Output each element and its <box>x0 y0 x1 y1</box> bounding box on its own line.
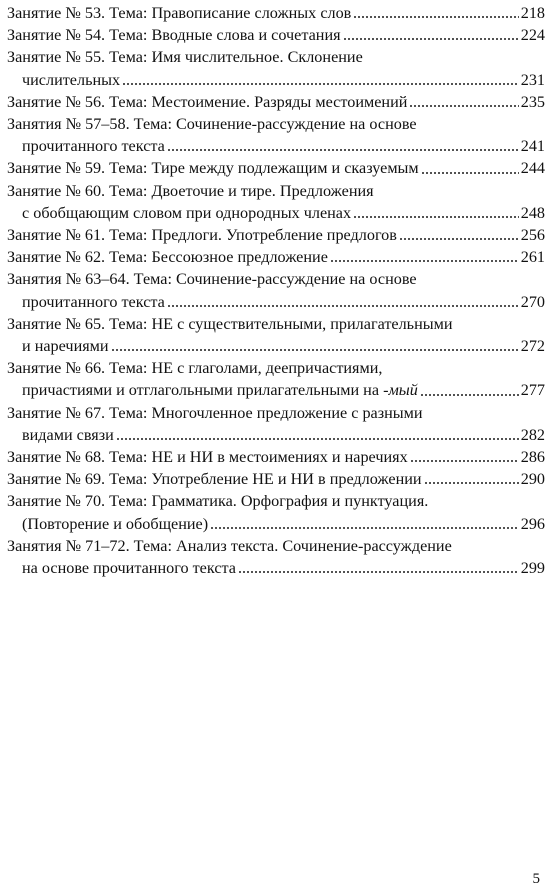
toc-entry-line <box>7 24 545 46</box>
toc-page-number: 286 <box>520 448 545 467</box>
dot-leader <box>330 259 519 263</box>
toc-entry-text: Занятия № 63–64. Тема: Сочинение-рассуждение на основе <box>7 270 417 289</box>
toc-entry-text: Занятие № 65. Тема: НЕ с существительными, прилагательными <box>7 314 453 333</box>
toc-entry-line <box>7 113 545 135</box>
toc-entry-text: Занятие № 55. Тема: Имя числительное. Склонение <box>7 48 363 67</box>
toc-entry-text: прочитанного текста <box>22 292 165 311</box>
dot-leader <box>167 148 519 152</box>
dot-leader <box>409 104 518 108</box>
toc-entry <box>7 313 545 357</box>
toc-entry <box>7 490 545 534</box>
toc-entry-line <box>7 46 545 68</box>
toc-page-number: 248 <box>520 203 545 222</box>
toc-entry <box>7 446 545 468</box>
toc-page-number: 282 <box>520 425 545 444</box>
toc-entry <box>7 157 545 179</box>
toc-entry-text: Занятие № 66. Тема: НЕ с глаголами, деепричастиями, <box>7 359 383 378</box>
toc-page-number: 224 <box>520 26 545 45</box>
toc-entry-text: с обобщающим словом при однородных членах <box>22 203 352 222</box>
toc-entry <box>7 91 545 113</box>
toc-entry-text: видами связи <box>22 425 114 444</box>
dot-leader <box>424 481 519 485</box>
toc-entry-line <box>7 335 545 357</box>
toc-entry-text: Занятие № 70. Тема: Грамматика. Орфография и пунктуация. <box>7 492 429 511</box>
toc-entry <box>7 180 545 224</box>
toc-page-number: 218 <box>520 4 545 22</box>
toc-entry-line <box>7 424 545 446</box>
toc-entry-text: Занятие № 60. Тема: Двоеточие и тире. Предложения <box>7 181 374 200</box>
page-number: 5 <box>532 871 540 887</box>
toc-page-number: 244 <box>520 159 545 178</box>
toc-entry-line <box>7 446 545 468</box>
toc-page-number: 272 <box>520 337 545 356</box>
toc-entry <box>7 113 545 157</box>
toc-entry-line <box>7 291 545 313</box>
toc-page-number: 235 <box>520 92 545 111</box>
toc-entry-text: (Повторение и обобщение) <box>22 514 209 533</box>
toc-page-number: 261 <box>520 248 545 267</box>
toc-entry-line <box>7 224 545 246</box>
toc-entry-line <box>7 180 545 202</box>
toc-page-number: 241 <box>520 137 545 156</box>
toc-entry <box>7 468 545 490</box>
toc-entry <box>7 268 545 312</box>
toc-entry <box>7 535 545 579</box>
toc-entry-text: причастиями и отглагольными прилагательными на -мый <box>22 381 418 400</box>
toc-entry-line <box>7 2 545 24</box>
dot-leader <box>353 215 519 219</box>
toc-entry-line <box>7 313 545 335</box>
toc-page-number: 231 <box>520 70 545 89</box>
toc-page-number: 296 <box>520 514 545 533</box>
toc-entry-line <box>7 535 545 557</box>
toc-entry-line <box>7 379 545 401</box>
toc-page-number: 299 <box>520 559 545 578</box>
toc-page-number: 270 <box>520 292 545 311</box>
toc-entry-line <box>7 490 545 512</box>
toc-entry-line <box>7 135 545 157</box>
toc-entry-text: Занятие № 53. Тема: Правописание сложных слов <box>7 4 352 22</box>
dot-leader <box>353 15 518 19</box>
toc-page-number: 290 <box>520 470 545 489</box>
toc-entry-text: Занятие № 68. Тема: НЕ и НИ в местоимениях и наречиях <box>7 448 408 467</box>
toc-entry-text: на основе прочитанного текста <box>22 559 236 578</box>
table-of-contents <box>7 2 545 579</box>
toc-page-number: 256 <box>520 226 545 245</box>
dot-leader <box>111 348 519 352</box>
dot-leader <box>238 570 519 574</box>
toc-entry-text: прочитанного текста <box>22 137 165 156</box>
toc-entry-line <box>7 69 545 91</box>
toc-entry-line <box>7 91 545 113</box>
toc-entry-text: Занятие № 62. Тема: Бессоюзное предложение <box>7 248 328 267</box>
dot-leader <box>167 304 519 308</box>
toc-entry <box>7 224 545 246</box>
dot-leader <box>210 526 519 530</box>
toc-entry-line <box>7 513 545 535</box>
toc-entry-text: Занятие № 56. Тема: Местоимение. Разряды местоимений <box>7 92 408 111</box>
toc-entry-line <box>7 402 545 424</box>
dot-leader <box>116 437 519 441</box>
toc-entry-line <box>7 157 545 179</box>
toc-entry-text: и наречиями <box>22 337 109 356</box>
toc-entry-text: Занятие № 59. Тема: Тире между подлежащим и сказуемым <box>7 159 419 178</box>
dot-leader <box>343 37 519 41</box>
toc-entry-line <box>7 268 545 290</box>
toc-entry <box>7 402 545 446</box>
toc-entry-line <box>7 202 545 224</box>
toc-entry-text: Занятие № 69. Тема: Употребление НЕ и НИ в предложении <box>7 470 422 489</box>
toc-entry-text: Занятия № 71–72. Тема: Анализ текста. Сочинение-рассуждение <box>7 536 452 555</box>
toc-entry-line <box>7 468 545 490</box>
dot-leader <box>399 237 519 241</box>
toc-page-number: 277 <box>520 381 545 400</box>
dot-leader <box>122 82 519 86</box>
toc-entry-line <box>7 557 545 579</box>
toc-entry-text: Занятие № 67. Тема: Многочленное предложение с разными <box>7 403 423 422</box>
toc-entry <box>7 24 545 46</box>
toc-entry <box>7 246 545 268</box>
dot-leader <box>420 393 519 397</box>
toc-entry-text: Занятие № 54. Тема: Вводные слова и сочетания <box>7 26 341 45</box>
toc-entry-text: Занятие № 61. Тема: Предлоги. Употребление предлогов <box>7 226 397 245</box>
toc-entry-text: Занятия № 57–58. Тема: Сочинение-рассуждение на основе <box>7 115 417 134</box>
dot-leader <box>410 459 519 463</box>
toc-entry <box>7 357 545 401</box>
toc-entry <box>7 2 545 24</box>
toc-entry-text: числительных <box>22 70 121 89</box>
dot-leader <box>421 171 519 175</box>
toc-entry <box>7 46 545 90</box>
toc-entry-line <box>7 246 545 268</box>
toc-entry-line <box>7 357 545 379</box>
